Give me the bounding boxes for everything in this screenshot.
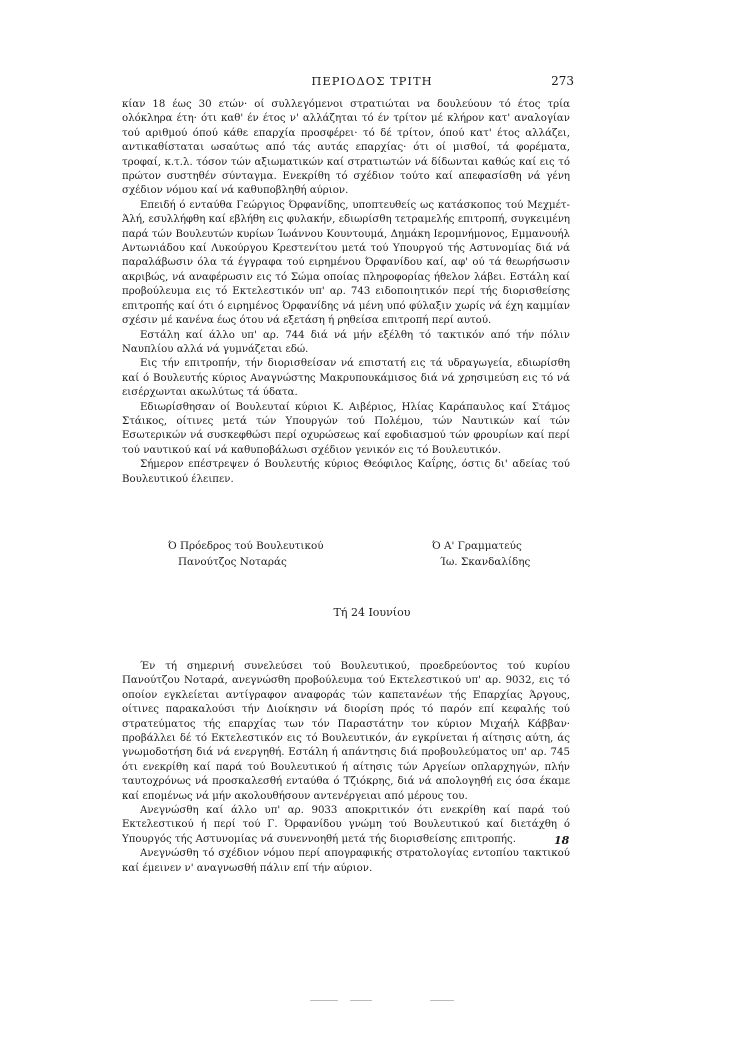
scan-mark [350,1000,372,1001]
scan-mark [430,1000,454,1001]
secretary-name: Ίω. Σκανδαλίδης [440,556,531,568]
paragraph: Εστάλη καί άλλο υπ' αρ. 744 διά νά μήν εξέλθη τό τακτικόν από τήν πόλιν Ναυπλίου αλλά νά γυμνάζεται εδώ. [122,329,570,355]
president-name: Πανούτζος Νοταράς [178,556,287,568]
paragraph: Εις τήν επιτροπήν, τήν διορισθείσαν νά επιστατή εις τά υδραγωγεία, εδιωρίσθη καί ό Βουλευτής κύριος Αναγνώστης Μακρυπουκάμισος διά νά χρησιμεύση εις τό νά εισέρχωνται ακωλύτως τά ύδατα. [122,358,570,399]
paragraph: Σήμερον επέστρεψεν ό Βουλευτής κύριος Θεόφιλος Καΐρης, όστις δι' αδείας τού Βουλευτικού έλειπεν. [122,459,570,485]
secretary-signature-block [432,538,530,570]
paragraph: Ανεγνώσθη καί άλλο υπ' αρ. 9033 αποκριτικόν ότι ενεκρίθη καί παρά τού Εκτελεστικού ή περί τού Γ. Όρφανίδου γνώμη τού Βουλευτικού καί διετάχθη ό Υπουργός τής Αστυνομίας νά συνεννοηθή μετά τής διορισθείσης επιτροπής. [122,805,570,845]
signature-mark: 18 [554,834,570,847]
president-signature-block [168,538,324,570]
session-minutes-part-2 [122,660,570,876]
footer-scan-marks [310,1000,490,1006]
date-heading: Τή 24 Ιουνίου [333,606,411,619]
scan-mark [310,1000,338,1001]
paragraph: κίαν 18 έως 30 ετών· οί συλλεγόμενοι στρατιώται να δουλεύουν τό έτος τρία ολόκληρα έτη· ότι καθ' έν έτος ν' αλλάζηται τό έν τρίτον μέ κλήρον κατ' αναλογίαν τού αριθμού όπού κάθε επαρχία προσφέρει· τό δέ τρίτον, όπού κατ' έτος αλλάζει, αντικαθίσταται ωσαύτως από τάς αυτάς επαρχίας· ότι οί μισθοί, τά φορέματα, τροφαί, κ.τ.λ. τόσον τών αξιωματικών καί στρατιωτών νά δίδωνται καθώς καί εις τό πρώτον συστηθέν σύνταγμα. Ενεκρίθη τό σχέδιον τούτο καί απεφασίσθη νά γένη σχέδιον νόμου καί νά καθυποβληθή αύριον. [122,99,570,197]
president-title: Ό Πρόεδρος τού Βουλευτικού [168,540,324,552]
paragraph: Εδιωρίσθησαν οί Βουλευταί κύριοι Κ. Αιβέριος, Ηλίας Καράπαυλος καί Στάμος Στάικος, οίτινες μετά τών Υπουργών τού Πολέμου, τών Ναυτικών καί τών Εσωτερικών νά συσκεφθώσι περί οχυρώσεως καί εφοδιασμού τών φρουρίων καί περί τού ναυτικού καί νά καθυποβάλωσι σχέδιον γενικόν εις τό Βουλευτικόν. [122,401,570,456]
running-title: ΠΕΡΙΟΔΟΣ ΤΡΙΤΗ [311,74,433,88]
paragraph: Ανεγνώσθη τό σχέδιον νόμου περί απογραφικής στρατολογίας εντοπίου τακτικού καί έμεινεν ν' αναγνωσθή πάλιν επί τήν αύριον. [122,848,570,874]
paragraph: Έν τή σημερινή συνελεύσει τού Βουλευτικού, προεδρεύοντος τού κυρίου Πανούτζου Νοταρά, ανεγνώσθη προβούλευμα τού Εκτελεστικού υπ' αρ. 9032, εις τό οποίον εγκλείεται αντίγραφον αναφοράς τών καπετανέων τής Επαρχίας Άργους, οίτινες παρακαλούσι τήν Διοίκησιν νά διορίση πρός τό παρόν επί κεφαλής τού στρατεύματος τής επαρχίας των τόν Παραστάτην τον κύριον Μιχαήλ Κάββαν· προβάλλει δέ τό Εκτελεστικόν εις τό Βουλευτικόν, άν εγκρίνεται ή αίτησις αύτη, άς γνωμοδοτήση διά νά ενεργηθή. Εστάλη ή απάντησις διά προβουλεύματος υπ' αρ. 745 ότι ενεκρίθη καί παρά τού Βουλευτικού ή αίτησις τών Αργείων οπλαρχηγών, πλήν ταυτοχρόνως νά προσκαλεσθή ενταύθα ό Τζιόκρης, διά νά απολογηθή εις όσα έκαμε καί επομένως νά μήν ακολουθήσουν αντενέργειαι από μέρους του. [122,661,570,802]
session-minutes-part-1 [122,98,570,487]
page-number: 273 [551,74,574,88]
paragraph: Επειδή ό ενταύθα Γεώργιος Όρφανίδης, υποπτευθείς ως κατάσκοπος τού Μεχμέτ-Άλή, εσυλλήφθη καί εβλήθη εις φυλακήν, εδιωρίσθη τετραμελής επιτροπή, συγκειμένη παρά τών Βουλευτών κυρίων Ίωάννου Κουντουμά, Δημάκη Ιερομνήμονος, Εμμανουήλ Αντωνιάδου καί Λυκούργου Κρεστενίτου μετά τού Υπουργού τής Αστυνομίας διά νά παραλάβωσιν όλα τά έγγραφα τού ειρημένου Όρφανίδου καί, αφ' ού τά θεωρήσωσιν ακριβώς, νά αναφέρωσιν εις τό Σώμα οποίας πληροφορίας ήθελον λάβει. Εστάλη καί προβούλευμα εις τό Εκτελεστικόν υπ' αρ. 743 ειδοποιητικόν περί τής διορισθείσης επιτροπής καί ότι ό ειρημένος Όρφανίδης νά μένη υπό φύλαξιν χωρίς νά έχη καμμίαν σχέσιν μέ κανένα έως ότου νά εξετάση ή ρηθείσα επιτροπή περί αυτού. [122,199,570,327]
secretary-title: Ό Α' Γραμματεύς [432,540,522,552]
